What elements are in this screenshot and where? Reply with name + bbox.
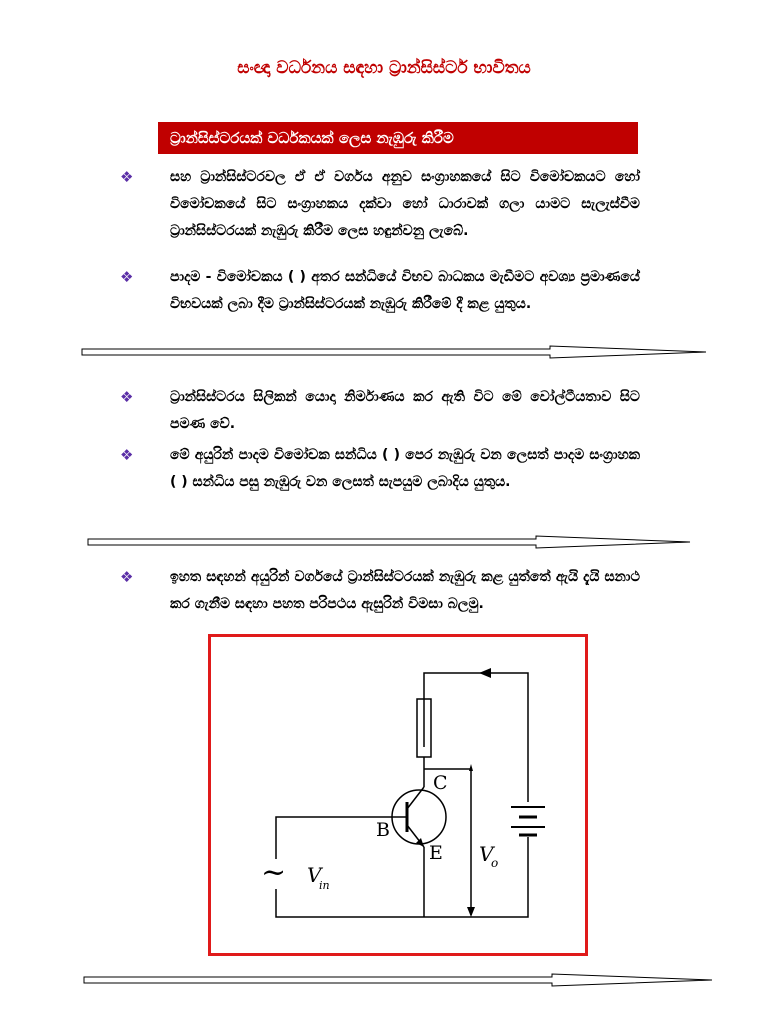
diamond-bullet-icon: ❖	[120, 168, 134, 186]
input-voltage-label: V	[307, 863, 322, 887]
divider-arrow	[80, 344, 720, 360]
list-item	[120, 264, 640, 318]
current-direction-arrow	[479, 668, 491, 678]
bullet-text: ඉහත සඳහන් අයුරින් වර්ගයේ ට්‍රාන්සිස්ටරයක් නැඹුරු කළ යුත්තේ ඇයි දැයි සනාථ කර ගැනීම සඳහා පහත පරිපථය ඇසුරින් විමසා බලමු.	[170, 569, 640, 612]
page-title: සංඥා වර්ධනය සඳහා ට්‍රාන්සිස්ටර් භාවිතය	[237, 58, 531, 78]
diamond-bullet-icon: ❖	[120, 568, 134, 586]
input-voltage-subscript: in	[319, 879, 330, 892]
bullet-text: මේ අයුරින් පාදම විමෝචක සන්ධිය ( ) පෙර නැඹුරු වන ලෙසත් පාදම සංග්‍රාහක ( ) සන්ධිය පසු නැඹුරු වන ලෙසත් සැපයුම ලබාදිය යුතුය.	[170, 447, 640, 490]
list-item	[120, 384, 640, 438]
list-item	[120, 564, 640, 618]
bullet-text: සහ ට්‍රාන්සිස්ටරවල ඒ ඒ වර්ගය අනුව සංග්‍රාහකයේ සිට විමෝචකයට හෝ විමෝචකයේ සිට සංග්‍රාහකය දක්වා හෝ ධාරාවක් ගලා යාමට සැලැස්වීම ට්‍රාන්සිස්ටරයක් නැඹුරු කිරීම ලෙස හඳුන්වනු ලැබේ.	[170, 169, 640, 239]
transistor-circuit-diagram	[211, 637, 585, 953]
diamond-bullet-icon: ❖	[120, 388, 134, 406]
base-label: B	[376, 819, 390, 841]
divider-arrow	[86, 534, 696, 550]
diamond-bullet-icon: ❖	[120, 446, 134, 464]
list-item	[120, 442, 640, 496]
ac-source-icon: ~	[261, 855, 287, 890]
output-voltage-subscript: o	[491, 856, 499, 870]
collector-label: C	[433, 772, 448, 794]
bullet-text: ට්‍රාන්සිස්ටරය සිලිකන් යොදා නිර්මාණය කර ඇති විට මේ වෝල්ටීයතාව සිට පමණ වේ.	[170, 389, 640, 432]
diamond-bullet-icon: ❖	[120, 268, 134, 286]
output-voltage-label: V	[479, 842, 494, 866]
circuit-figure	[208, 634, 588, 956]
emitter-label: E	[429, 842, 443, 864]
bullet-text: පාදම - විමෝචකය ( ) අතර සන්ධියේ විභව බාධකය මැඩීමට අවශ්‍ය ප්‍රමාණයේ විභවයක් ලබා දීම ට්‍රාන්සිස්ටරයක් නැඹුරු කිරීමේ දී කළ යුතුය.	[170, 269, 640, 312]
divider-arrow	[82, 972, 716, 988]
section-heading: ට්‍රාන්සිස්ටරයක් වර්ධකයක් ලෙස නැඹුරු කිරීම	[158, 122, 638, 154]
list-item	[120, 164, 640, 245]
